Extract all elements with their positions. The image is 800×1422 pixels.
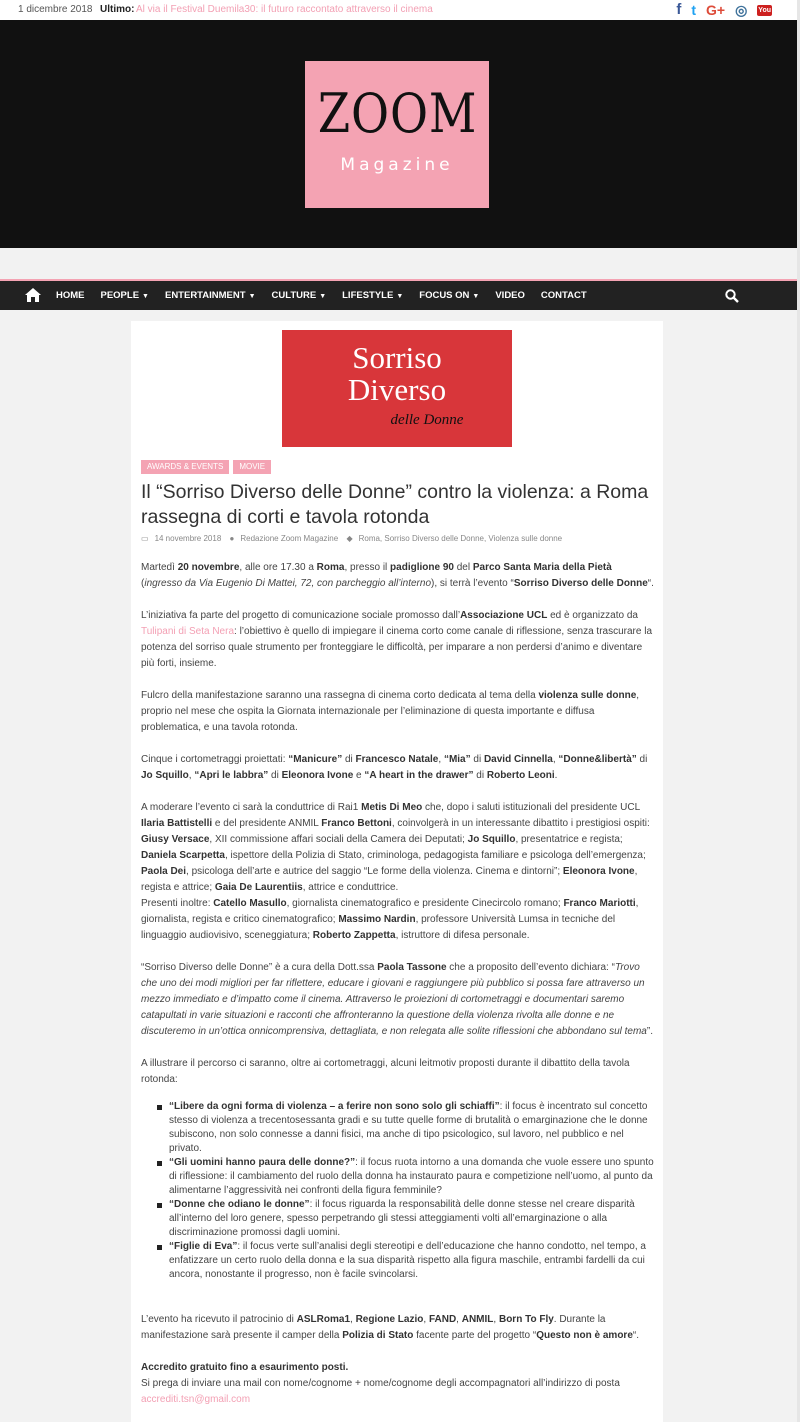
facebook-icon[interactable]: f [676, 1, 682, 18]
featured-image [282, 330, 512, 447]
paragraph: L’iniziativa fa parte del progetto di comunicazione sociale promosso dall’Associazione UCL ed è organizzato da Tulipani di Seta Nera: l’obiettivo è quello di impiegare il cinema corto come canale di riflessione, senza trascurare la potenza del sorriso quale strumento per fronteggiare le difficoltà, per imparare a non perdersi d’animo e diventare più forti, insieme. [141, 610, 652, 669]
chevron-down-icon: ▼ [396, 293, 404, 300]
nav-item-focus-on[interactable]: FOCUS ON ▼ [419, 290, 480, 301]
category-movie[interactable]: MOVIE [233, 460, 271, 474]
featured-line-2: Diverso [347, 372, 447, 407]
nav-item-culture[interactable]: CULTURE ▼ [271, 290, 327, 301]
calendar-icon: ▭ [141, 534, 149, 543]
article-tags[interactable]: Roma, Sorriso Diverso delle Donne, Violenza sulle donne [358, 534, 563, 543]
logo-zoom-text: ZOOM [317, 82, 478, 145]
email-link[interactable]: accrediti.tsn@gmail.com [141, 1394, 251, 1405]
featured-line-3: delle Donne [390, 412, 464, 428]
paragraph: Cinque i cortometraggi proiettati: “Manicure” di Francesco Natale, “Mia” di David Cinnella, “Donne&libertà” di Jo Squillo, “Apri le labbra” di Eleonora Ivone e “A heart in the drawer” di Roberto Leoni. [141, 754, 648, 781]
article-author[interactable]: Redazione Zoom Magazine [240, 534, 339, 543]
youtube-icon[interactable]: You [758, 6, 771, 14]
instagram-icon[interactable]: ◎ [735, 2, 748, 18]
list-item: “Gli uomini hanno paura delle donne?”: il focus ruota intorno a una domanda che vuole essere uno spunto di riflessione: il cambiamento del ruolo della donna ha instaurato paura e competizione nell’uomo, al punto da alimentarne l’aggressività nei confronti della figura femminile? [157, 1156, 654, 1198]
leitmotiv-list [157, 1100, 654, 1282]
tulipani-link[interactable]: Tulipani di Seta Nera [141, 626, 235, 637]
top-bar [0, 0, 800, 20]
article-date[interactable]: 14 novembre 2018 [154, 534, 222, 543]
nav-item-people[interactable]: PEOPLE ▼ [100, 290, 149, 301]
chevron-down-icon: ▼ [319, 293, 327, 300]
category-tags [141, 460, 271, 474]
nav-item-video[interactable]: VIDEO [495, 290, 525, 301]
nav-item-lifestyle[interactable]: LIFESTYLE ▼ [342, 290, 404, 301]
list-item: “Figlie di Eva”: il focus verte sull’analisi degli stereotipi e dell’educazione che hanno condotto, nel tempo, a enfatizzare un certo ruolo della donna e la sua disparità rispetto alla figura maschile, entrambi fardelli da cui ancora, nonostante il progresso, non è facile svincolarsi. [157, 1240, 654, 1282]
tag-icon: ◆ [346, 534, 353, 543]
nav-item-home[interactable]: HOME [56, 290, 85, 301]
list-item: “Libere da ogni forma di violenza – a ferire non sono solo gli schiaffi”: il focus è incentrato sul concetto stesso di violenza a trecentosessanta gradi e su tutte quelle forme di brutalità o emarginazione che le donne subiscono, non solo connesse a danni fisici, ma anche di tipo psicologico, sul lavoro, nel pubblico e nel privato. [157, 1100, 654, 1156]
user-icon: ● [229, 534, 235, 543]
paragraph: L’evento ha ricevuto il patrocinio di ASLRoma1, Regione Lazio, FAND, ANMIL, Born To Fly. Durante la manifestazione sarà presente il camper della Polizia di Stato facente parte del progetto “Questo non è amore“. [141, 1314, 639, 1341]
main-navigation [0, 281, 797, 310]
paragraph: A illustrare il percorso ci saranno, oltre ai cortometraggi, alcuni leitmotiv proposti durante il dibattito della tavola rotonda: [141, 1058, 630, 1085]
nav-menu [56, 281, 603, 310]
latest-news-link[interactable]: Al via il Festival Duemila30: il futuro raccontato attraverso il cinema [136, 4, 433, 15]
chevron-down-icon: ▼ [472, 293, 480, 300]
paragraph: “Sorriso Diverso delle Donne” è a cura della Dott.ssa Paola Tassone che a proposito dell’evento dichiara: “Trovo che uno dei modi migliori per far riflettere, educare i giovani e raggiungere più pubblico si possa fare attraverso un mezzo immediato e d’impatto come il cinema. Attraverso le proiezioni di cortometraggi e documentari saremo catapultati in varie situazioni e racconti che affronteranno la questione della violenza rivolta alle donne e ne discuteremo in un’ottica onnicomprensiva, dettagliata, e non relegata alle solite riflessioni che abbondano sul tema”. [141, 962, 653, 1037]
category-awards-events[interactable]: AWARDS & EVENTS [141, 460, 229, 474]
home-icon[interactable] [24, 287, 42, 303]
article-title: Il “Sorriso Diverso delle Donne” contro la violenza: a Roma rassegna di corti e tavola rotonda [141, 481, 649, 528]
latest-label: Ultimo: [100, 4, 135, 15]
social-links [676, 0, 772, 20]
chevron-down-icon: ▼ [142, 293, 149, 300]
featured-line-1: Sorriso [352, 340, 442, 375]
search-icon[interactable] [725, 289, 739, 303]
paragraph: A moderare l’evento ci sarà la conduttrice di Rai1 Metis Di Meo che, dopo i saluti istituzionali del presidente UCL Ilaria Battistelli e del presidente ANMIL Franco Bettoni, coinvolgerà in un interessante dibattito i prestigiosi ospiti: Giusy Versace, XII commissione affari sociali della Camera dei Deputati; Jo Squillo, presentatrice e regista; Daniela Scarpetta, ispettore della Polizia di Stato, criminologa, pedagogista familiare e psicologa dell’emergenza; Paola Dei, psicologa dell’arte e autrice del saggio “Le forme della violenza. Cinema e dintorni”; Eleonora Ivone, regista e attrice; Gaia De Laurentiis, attrice e conduttrice. Presenti inoltre: Catello Masullo, giornalista cinematografico e presidente Cinecircolo romano; Franco Mariotti, giornalista, regista e critico cinematografico; Massimo Nardin, professore Università Lumsa in tecniche del linguaggio audiovisivo, sceneggiatura; Roberto Zappetta, istruttore di difesa personale. [141, 802, 650, 941]
paragraph: Fulcro della manifestazione saranno una rassegna di cinema corto dedicata al tema della violenza sulle donne, proprio nel mese che ospita la Giornata internazionale per l’eliminazione di questa importante e diffusa problematica, e una tavola rotonda. [141, 690, 640, 733]
article-meta [141, 534, 568, 543]
site-header [0, 20, 797, 248]
logo-magazine-text: Magazine [340, 155, 454, 175]
paragraph: Martedì 20 novembre, alle ore 17.30 a Roma, presso il padiglione 90 del Parco Santa Maria della Pietà (ingresso da Via Eugenio Di Mattei, 72, con parcheggio all’interno), si terrà l’evento “Sorriso Diverso delle Donne“. [141, 562, 654, 589]
chevron-down-icon: ▼ [248, 293, 256, 300]
nav-item-entertainment[interactable]: ENTERTAINMENT ▼ [164, 290, 256, 301]
googleplus-icon[interactable]: G+ [706, 2, 726, 18]
twitter-icon[interactable]: t [691, 2, 696, 18]
article-body [141, 560, 654, 1408]
paragraph: Accredito gratuito fino a esaurimento posti. Si prega di inviare una mail con nome/cognome + nome/cognome degli accompagnatori all’indirizzo di posta accrediti.tsn@gmail.com [141, 1362, 620, 1405]
nav-item-contact[interactable]: CONTACT [540, 290, 587, 301]
site-logo[interactable] [305, 61, 489, 208]
list-item: “Donne che odiano le donne”: il focus riguarda la responsabilità delle donne stesse nel creare disparità all’interno del loro genere, spesso perpetrando gli stessi atteggiamenti volti all’emarginazione o alla discriminazione promossi dagli uomini. [157, 1198, 654, 1240]
current-date: 1 dicembre 2018 [18, 4, 93, 15]
